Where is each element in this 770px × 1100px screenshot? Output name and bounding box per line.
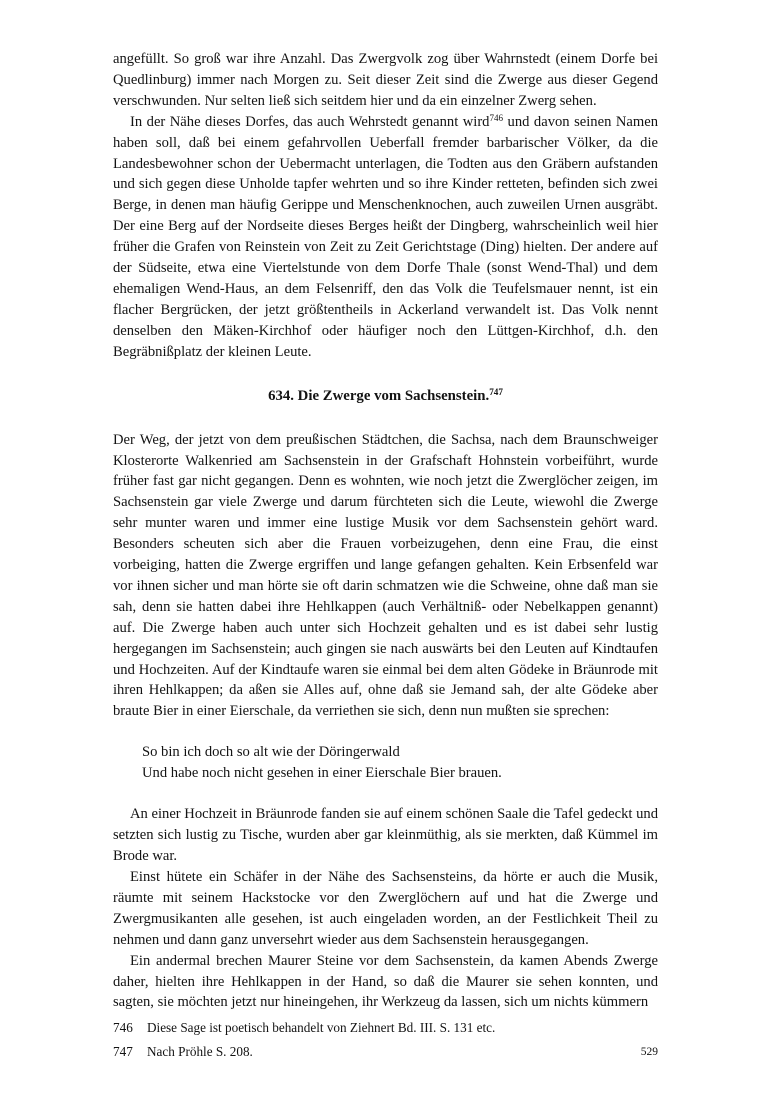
verse-line-1: So bin ich doch so alt wie der Döringerwald bbox=[142, 744, 400, 761]
footnote-747 bbox=[113, 1042, 658, 1061]
paragraph-wehrstedt bbox=[113, 112, 658, 363]
paragraph-text: In der Nähe dieses Dorfes, das auch Wehrstedt genannt wird bbox=[130, 113, 490, 130]
section-heading-text: 634. Die Zwerge vom Sachsenstein. bbox=[268, 387, 490, 404]
footnote-text: Nach Pröhle S. 208. bbox=[147, 1044, 253, 1060]
footnote-number: 747 bbox=[113, 1044, 133, 1060]
footnotes-section bbox=[113, 1013, 658, 1061]
body-text bbox=[113, 49, 658, 1013]
paragraph-hochzeit: An einer Hochzeit in Bräunrode fanden sie auf einem schönen Saale die Tafel gedeckt und setzten sich lustig zu Tische, wurden aber gar kleinmüthig, als sie merkten, daß Kümmel im Brode war. bbox=[113, 806, 658, 865]
paragraph-schaefer: Einst hütete ein Schäfer in der Nähe des Sachsensteins, da hörte er auch die Musik, räumte mit seinem Hackstocke vor den Zwerglöchern auf und hat die Zwerge und Zwergmusikanten alle gesehen, ist auch eingeladen worden, an der Festlichkeit Theil zu nehmen und dann ganz unversehrt wieder aus dem Sachsenstein herausgegangen. bbox=[113, 869, 658, 948]
paragraph-text: und davon seinen Namen haben soll, daß bei einem gefahrvollen Ueberfall fremder barbarischer Völker, da die Landesbewohner schon der Uebermacht unterlagen, die Todten aus den Gräbern aufstanden und sich gegen diese Unholde tapfer wehrten und so ihre Kinder retteten, befinden sich zwei Berge, in denen man häufig Gerippe und Menschenknochen, auch zuweilen Urnen ausgräbt. Der eine Berg auf der Nordseite dieses Berges heißt der Dingberg, wahrscheinlich weil hier früher die Grafen von Reinstein von Zeit zu Zeit Gerichtstage (Ding) hielten. Der andere auf der Südseite, etwa eine Viertelstunde von dem Dorfe Thale (sonst Wend-Thal) und dem ehemaligen Wend-Haus, an dem Felsenriff, den das Volk die Teufelsmauer nennt, ist ein flacher Bergrücken, der jetzt größtentheils in Ackerland verwandelt ist. Das Volk nennt denselben den Mäken-Kirchhof oder häufiger noch den Lüttgen-Kirchhof, d.h. den Begräbnißplatz der kleinen Leute. bbox=[113, 113, 658, 360]
paragraph-continuation: angefüllt. So groß war ihre Anzahl. Das Zwergvolk zog über Wahrnstedt (einem Dorfe bei Quedlinburg) immer nach Morgen zu. Seit dieser Zeit sind die Zwerge aus dieser Gegend verschwunden. Nur selten ließ sich seitdem hier und da ein einzelner Zwerg sehen. bbox=[113, 51, 658, 109]
paragraph-maurer: Ein andermal brechen Maurer Steine vor dem Sachsenstein, da kamen Abends Zwerge daher, hielten ihre Hehlkappen in der Hand, so daß die Maurer sie sehen konnten, und sagten, sie möchten jetzt nur hineingehen, ihr Werkzeug da lassen, sich um nichts kümmern bbox=[113, 952, 658, 1011]
verse-line-2: Und habe noch nicht gesehen in einer Eierschale Bier brauen. bbox=[142, 765, 502, 782]
footnote-text: Diese Sage ist poetisch behandelt von Ziehnert Bd. III. S. 131 etc. bbox=[147, 1020, 496, 1036]
footnote-ref-747[interactable]: 747 bbox=[489, 387, 503, 398]
section-heading bbox=[113, 386, 658, 407]
footnote-ref-746[interactable]: 746 bbox=[489, 113, 504, 124]
page-number: 529 bbox=[640, 1046, 658, 1058]
paragraph-weg: Der Weg, der jetzt von dem preußischen Städtchen, die Sachsa, nach dem Braunschweiger Klosterorte Walkenried am Sachsenstein in der Grafschaft Hohnstein vorbeiführt, wurde früher fast gar nicht gegangen. Denn es wohnten, wie noch jetzt die Zwerglöcher zeigen, im Sachsenstein gar viele Zwerge und darum fürchteten sich die Leute, wiewohl die Zwerge sehr munter waren und immer eine lustige Musik vor dem Sachsenstein gehört ward. Besonders scheuten sich aber die Frauen vorbeizugehen, denn eine Frau, die einst vorbeiging, hatten die Zwerge ergriffen und lange gefangen gehalten. Kein Erbsenfeld war vor ihnen sicher und man hörte sie oft darin schmatzen wie die Schweine, ohne daß man sie sah, denn sie hatten dabei ihre Hehlkappen (auch Verhältniß- oder Nebelkappen genannt) auf. Die Zwerge haben auch unter sich Hochzeit gehalten und es ist dabei sehr lustig hergegangen im Sachsenstein; auch gingen sie nach auswärts bei den Leuten auf Kindtaufen und Hochzeiten. Auf der Kindtaufe waren sie einmal bei dem alten Gödeke in Bräunrode mit ihren Hehlkappen; da aßen sie Alles auf, ohne daß sie Jemand sah, der alte Gödeke aber braute Bier in einer Eierschale, da verriethen sie sich, denn nun mußten sie sprechen: bbox=[113, 431, 658, 720]
footnote-number: 746 bbox=[113, 1020, 133, 1036]
verse-block bbox=[142, 742, 658, 784]
footnote-746 bbox=[113, 1018, 658, 1037]
